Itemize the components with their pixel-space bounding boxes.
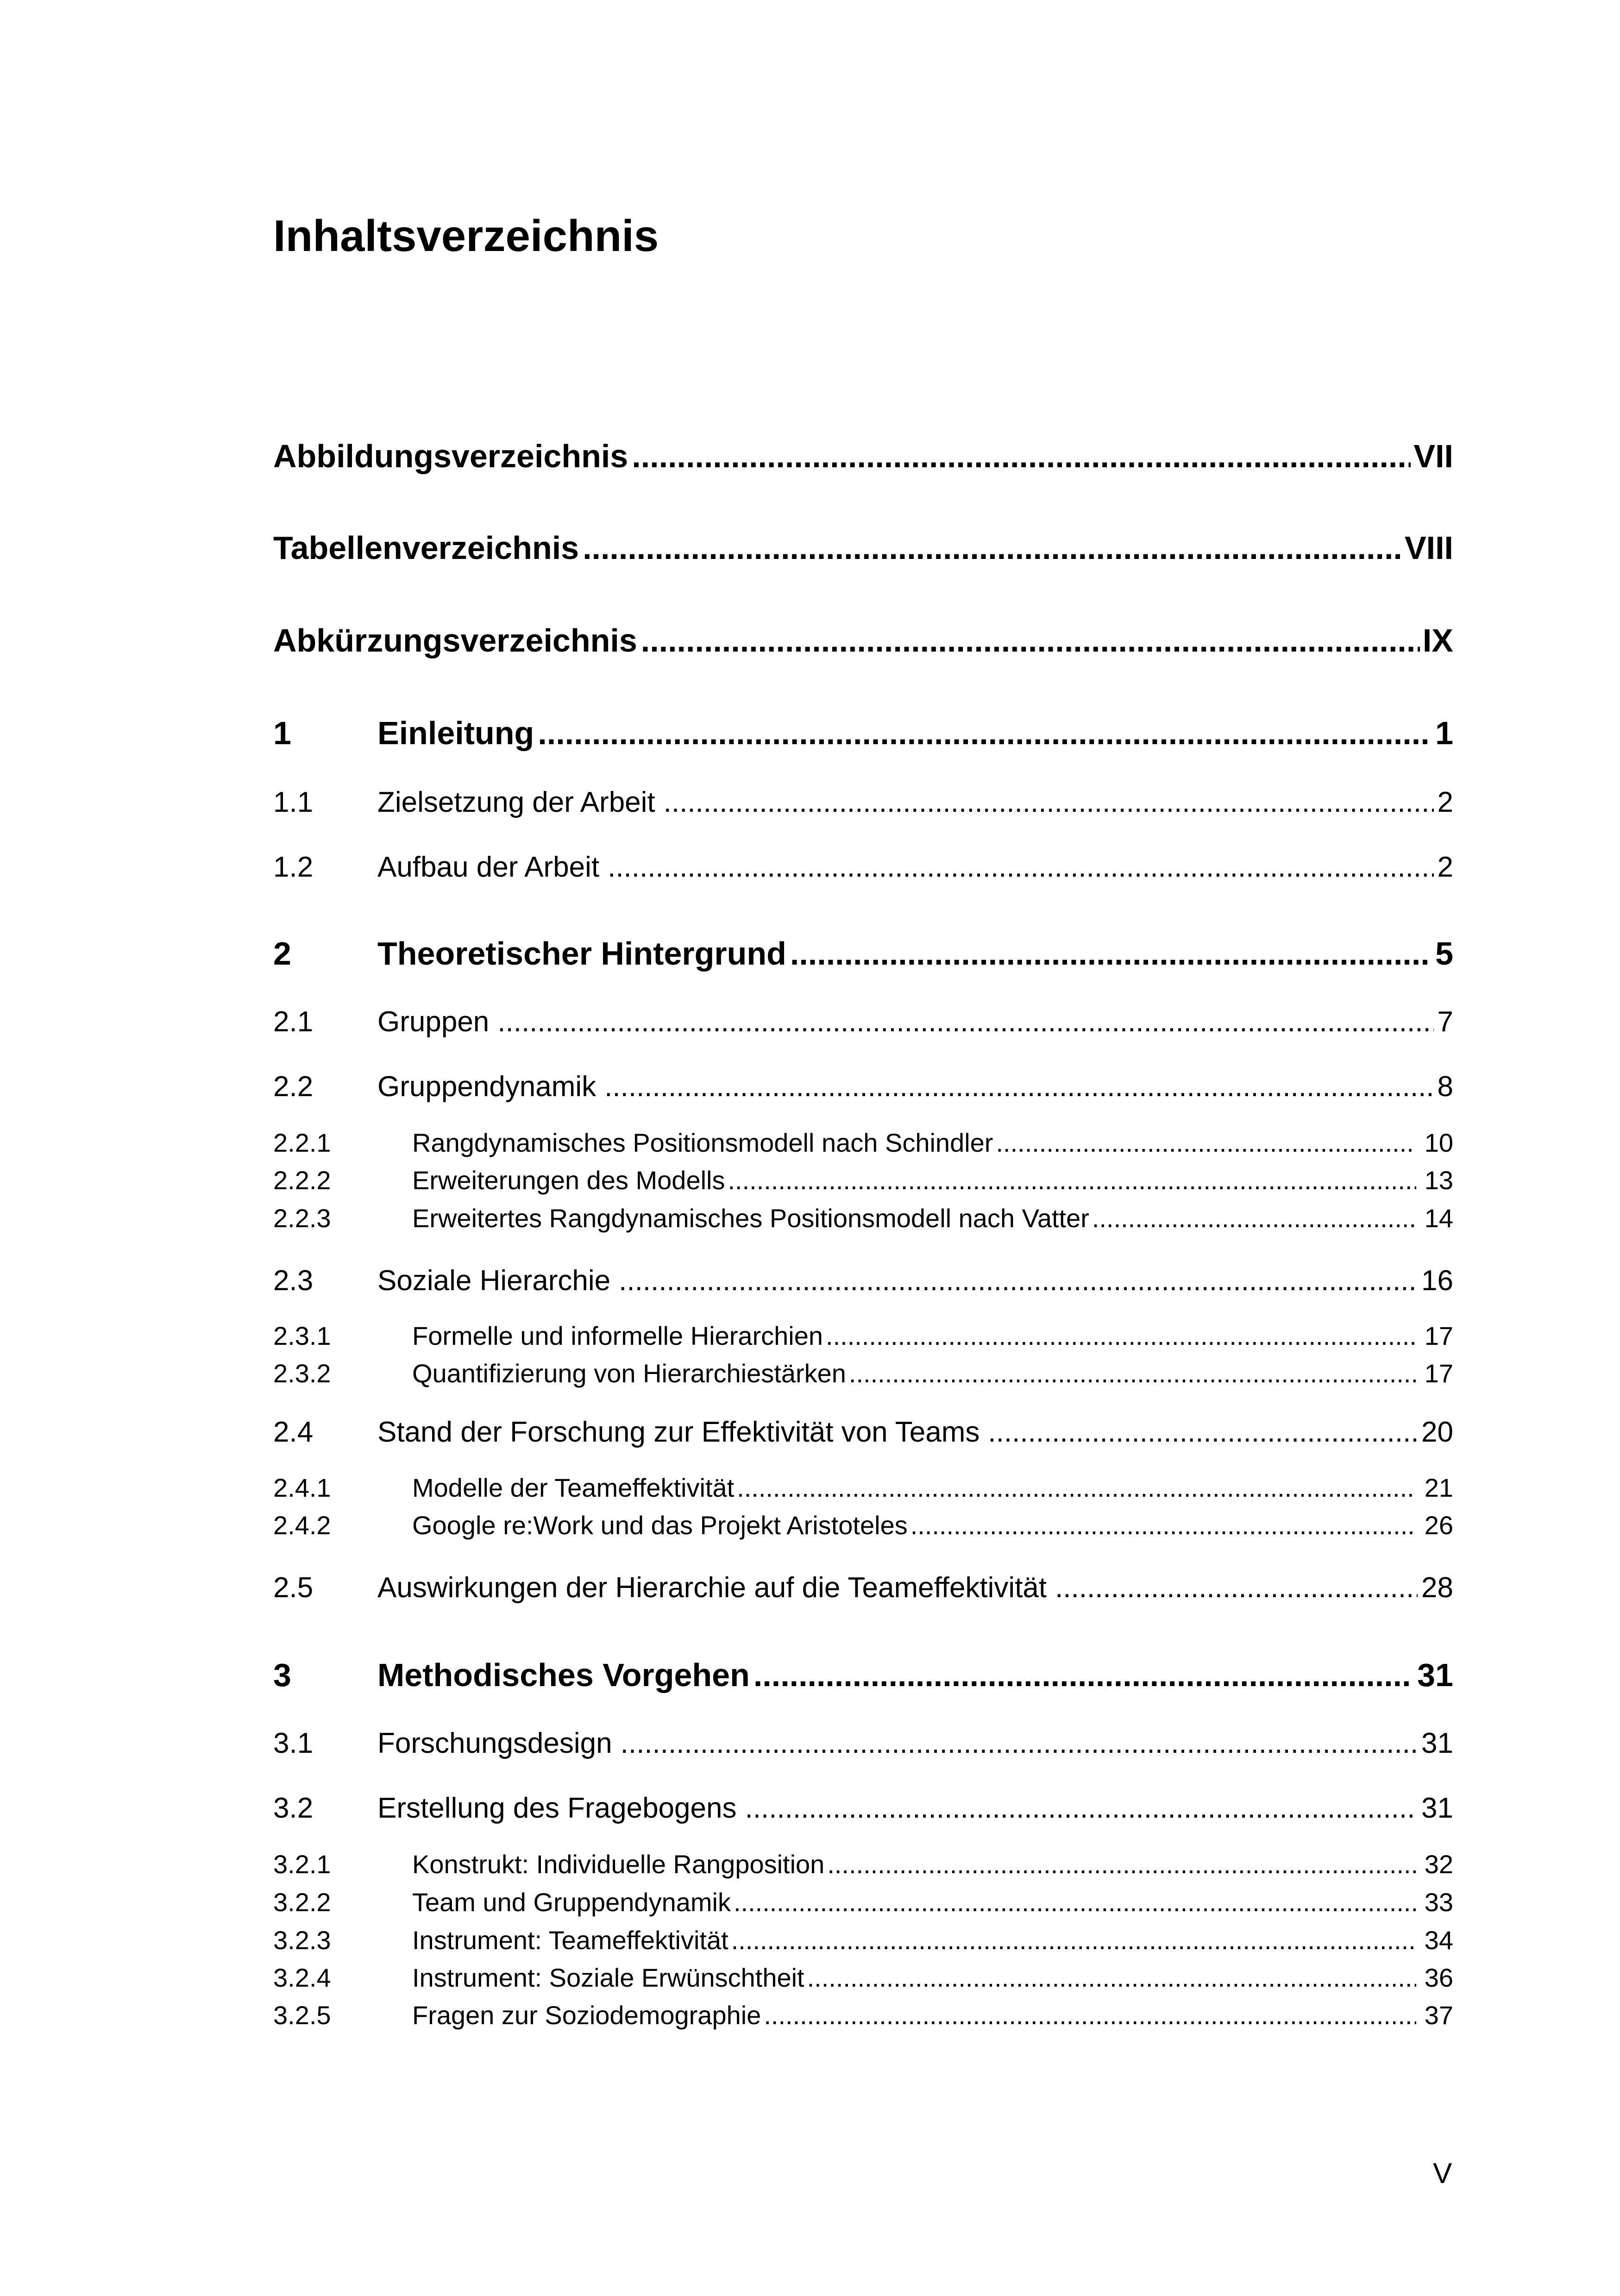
toc-entry-page: 14 [1424, 1204, 1453, 1233]
toc-entry-subsection[interactable] [273, 1887, 1453, 1917]
page-title: Inhaltsverzeichnis [273, 211, 659, 261]
toc-entry-subsection[interactable] [273, 1925, 1453, 1955]
toc-entry-title: Zielsetzung der Arbeit [377, 786, 655, 818]
toc-entry-title: Erweiterungen des Modells [412, 1166, 725, 1195]
toc-entry-subsection[interactable] [273, 1203, 1453, 1233]
dot-leader [583, 529, 1402, 566]
toc-entry-page: 5 [1435, 935, 1453, 972]
dot-leader [731, 1925, 1416, 1955]
toc-entry-page: 7 [1437, 1006, 1453, 1038]
toc-entry-number: 3.2.1 [273, 1850, 331, 1879]
toc-entry-title: Soziale Hierarchie [377, 1265, 611, 1297]
dot-leader [728, 1165, 1416, 1195]
toc-entry-title: Team und Gruppendynamik [412, 1888, 731, 1917]
toc-entry-title: Stand der Forschung zur Effektivität von Teams [377, 1416, 980, 1448]
dot-leader [790, 935, 1431, 972]
dot-leader [621, 1727, 1418, 1760]
toc-entry-number: 3.1 [273, 1727, 314, 1759]
toc-entry-number: 3.2.5 [273, 2001, 331, 2030]
toc-entry-subsection[interactable] [273, 1128, 1453, 1158]
toc-entry-page: 31 [1417, 1657, 1453, 1693]
toc-entry-number: 3.2 [273, 1792, 314, 1824]
toc-entry-page: 13 [1424, 1166, 1453, 1195]
toc-entry-title: Aufbau der Arbeit [377, 851, 600, 883]
toc-entry-page: 34 [1424, 1926, 1453, 1955]
toc-entry-title: Einleitung [377, 715, 534, 751]
dot-leader [910, 1510, 1416, 1540]
dot-leader [996, 1128, 1416, 1158]
toc-entry-title: Erstellung des Fragebogens [377, 1792, 737, 1824]
dot-leader [604, 1070, 1433, 1103]
toc-entry-page: 31 [1421, 1792, 1453, 1824]
toc-entry-title: Theoretischer Hintergrund [377, 935, 786, 972]
toc-entry-title: Modelle der Teameffektivität [412, 1473, 735, 1502]
toc-entry-title: Quantifizierung von Hierarchiestärken [412, 1359, 846, 1388]
dot-leader [632, 438, 1411, 475]
toc-entry-page: 2 [1437, 786, 1453, 818]
toc-entry-title: Auswirkungen der Hierarchie auf die Teameffektivität [377, 1572, 1047, 1604]
toc-entry-number: 2.2 [273, 1071, 314, 1103]
toc-entry-number: 3.2.3 [273, 1926, 331, 1955]
toc-entry-page: 37 [1424, 2001, 1453, 2030]
toc-entry-title: Instrument: Teameffektivität [412, 1926, 728, 1955]
toc-entry-page: 31 [1421, 1727, 1453, 1759]
toc-entry-page: 26 [1424, 1511, 1453, 1540]
toc-entry-subsection[interactable] [273, 1510, 1453, 1540]
dot-leader [849, 1358, 1416, 1388]
toc-entry-number: 2.5 [273, 1572, 314, 1604]
dot-leader [619, 1264, 1418, 1297]
dot-leader [737, 1473, 1416, 1503]
toc-entry-section[interactable] [273, 1264, 1453, 1297]
toc-entry-page: 17 [1424, 1359, 1453, 1388]
toc-entry-number: 2.4.2 [273, 1511, 331, 1540]
toc-entry-subsection[interactable] [273, 1358, 1453, 1388]
dot-leader [745, 1792, 1418, 1825]
toc-entry-title: Instrument: Soziale Erwünschtheit [412, 1963, 804, 1992]
toc-entry-section[interactable] [273, 1005, 1453, 1038]
dot-leader [753, 1656, 1413, 1694]
toc-entry-number: 1.2 [273, 851, 314, 883]
toc-entry-chapter[interactable] [273, 1656, 1453, 1694]
toc-entry-page: 17 [1424, 1321, 1453, 1350]
toc-entry-chapter[interactable] [273, 935, 1453, 972]
toc-entry-page: 8 [1437, 1071, 1453, 1103]
toc-entry-number: 2.3.1 [273, 1321, 331, 1350]
toc-entry-section[interactable] [273, 1727, 1453, 1760]
page-number: V [1433, 2158, 1452, 2189]
toc-entry-number: 2.2.3 [273, 1204, 331, 1233]
toc-entry-page: 10 [1424, 1128, 1453, 1157]
toc-entry-number: 1.1 [273, 786, 314, 818]
toc-entry-page: IX [1422, 622, 1453, 659]
toc-entry-title: Tabellenverzeichnis [273, 530, 579, 566]
toc-entry-page: 21 [1424, 1473, 1453, 1502]
toc-entry-title: Formelle und informelle Hierarchien [412, 1321, 823, 1350]
toc-entry-abbildungsverzeichnis[interactable] [273, 438, 1453, 475]
toc-entry-number: 2.1 [273, 1006, 314, 1038]
toc-entry-title: Abkürzungsverzeichnis [273, 622, 637, 659]
dot-leader [807, 1963, 1416, 1993]
toc-entry-page: VIII [1404, 530, 1453, 566]
toc-entry-page: VII [1413, 438, 1453, 474]
toc-entry-page: 1 [1435, 715, 1453, 751]
toc-entry-number: 2.2.1 [273, 1128, 331, 1157]
toc-entry-title: Fragen zur Soziodemographie [412, 2001, 761, 2030]
toc-entry-subsection[interactable] [273, 1321, 1453, 1351]
toc-entry-title: Konstrukt: Individuelle Rangposition [412, 1850, 825, 1879]
toc-entry-number: 3 [273, 1657, 291, 1693]
toc-entry-page: 36 [1424, 1963, 1453, 1992]
toc-entry-subsection[interactable] [273, 1849, 1453, 1879]
toc-entry-section[interactable] [273, 1571, 1453, 1604]
toc-entry-subsection[interactable] [273, 1165, 1453, 1195]
dot-leader [641, 622, 1420, 659]
toc-entry-page: 28 [1421, 1572, 1453, 1604]
toc-entry-number: 2.4.1 [273, 1473, 331, 1502]
toc-entry-subsection[interactable] [273, 2000, 1453, 2030]
toc-entry-section[interactable] [273, 1416, 1453, 1449]
dot-leader [764, 2000, 1416, 2030]
toc-entry-page: 33 [1424, 1888, 1453, 1917]
dot-leader [988, 1416, 1418, 1449]
dot-leader [734, 1887, 1416, 1917]
toc-entry-title: Google re:Work und das Projekt Aristoteles [412, 1511, 908, 1540]
toc-entry-section[interactable] [273, 1792, 1453, 1825]
toc-entry-section[interactable] [273, 851, 1453, 884]
dot-leader [538, 715, 1431, 752]
toc-entry-chapter[interactable] [273, 715, 1453, 752]
toc-entry-title: Forschungsdesign [377, 1727, 612, 1759]
toc-entry-number: 2.3 [273, 1265, 314, 1297]
dot-leader [1092, 1203, 1416, 1233]
toc-entry-page: 16 [1421, 1265, 1453, 1297]
toc-entry-title: Abbildungsverzeichnis [273, 438, 628, 474]
toc-entry-title: Methodisches Vorgehen [377, 1657, 750, 1693]
toc-entry-number: 3.2.2 [273, 1888, 331, 1917]
dot-leader [497, 1005, 1433, 1038]
toc-entry-tabellenverzeichnis[interactable] [273, 529, 1453, 566]
toc-entry-title: Gruppendynamik [377, 1071, 597, 1103]
dot-leader [827, 1849, 1416, 1879]
dot-leader [1055, 1571, 1418, 1604]
toc-entry-subsection[interactable] [273, 1473, 1453, 1503]
toc-entry-number: 2.2.2 [273, 1166, 331, 1195]
toc-entry-section[interactable] [273, 1070, 1453, 1103]
dot-leader [608, 851, 1433, 884]
toc-entry-page: 32 [1424, 1850, 1453, 1879]
toc-entry-section[interactable] [273, 786, 1453, 819]
toc-entry-title: Rangdynamisches Positionsmodell nach Schindler [412, 1128, 993, 1157]
dot-leader [826, 1321, 1416, 1351]
toc-entry-number: 1 [273, 715, 291, 751]
toc-entry-page: 20 [1421, 1416, 1453, 1448]
toc-entry-subsection[interactable] [273, 1963, 1453, 1993]
toc-entry-number: 2 [273, 935, 291, 972]
toc-entry-number: 2.4 [273, 1416, 314, 1448]
toc-entry-number: 3.2.4 [273, 1963, 331, 1992]
dot-leader [664, 786, 1434, 819]
toc-entry-abkuerzungsverzeichnis[interactable] [273, 622, 1453, 659]
toc-entry-number: 2.3.2 [273, 1359, 331, 1388]
toc-entry-title: Erweitertes Rangdynamisches Positionsmodell nach Vatter [412, 1204, 1089, 1233]
toc-entry-title: Gruppen [377, 1006, 490, 1038]
toc-entry-page: 2 [1437, 851, 1453, 883]
